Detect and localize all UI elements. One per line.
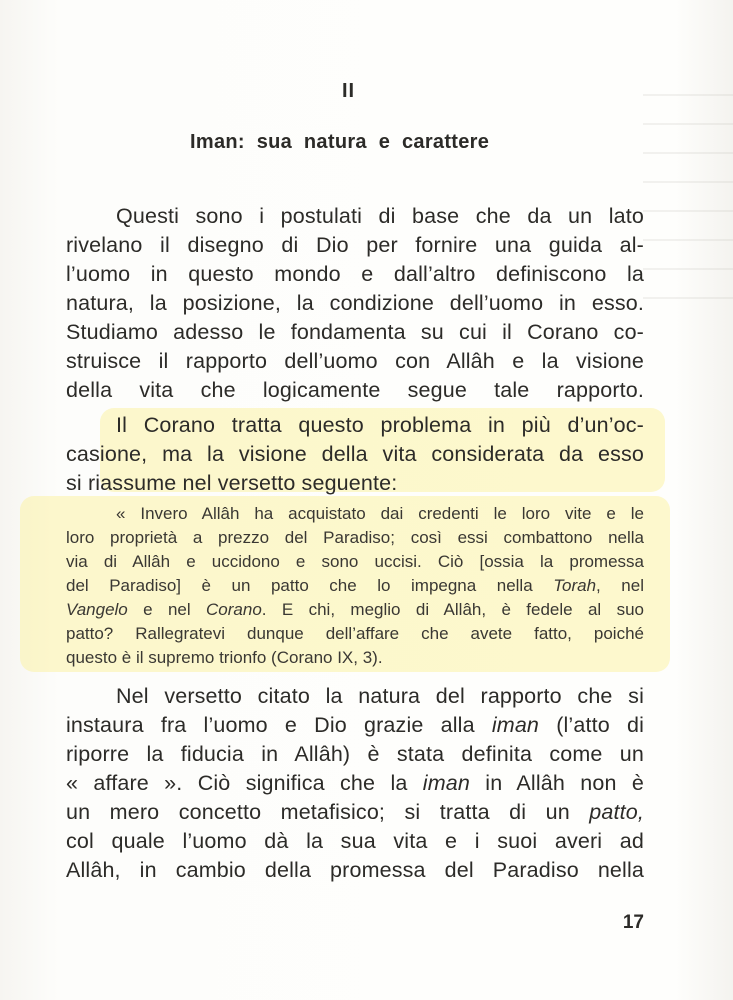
quote-line	[66, 599, 644, 621]
paragraph1-line: Studiamo adesso le fondamenta su cui il Corano co-	[66, 320, 644, 344]
quote-text: e nel	[127, 600, 207, 619]
quote-text: , nel	[596, 576, 644, 595]
quote-italic-text: Torah	[553, 576, 597, 595]
quote-line	[66, 575, 644, 597]
quote-line: via di Allâh e uccidono e sono uccisi. Ciò [ossia la promessa	[66, 552, 644, 571]
paragraph2-line: casione, ma la visione della vita considerata da esso	[66, 442, 644, 466]
paragraph3-italic-text: patto,	[589, 800, 644, 824]
quote-italic-text: Vangelo	[66, 600, 128, 619]
quote-line: patto? Rallegratevi dunque dell’affare che avete fatto, poiché	[66, 624, 644, 643]
paragraph1-line: l’uomo in questo mondo e dall’altro definiscono la	[66, 262, 644, 286]
paragraph3-line: Nel versetto citato la natura del rapporto che si	[116, 684, 644, 708]
quote-text: . E chi, meglio di Allâh, è fedele al suo	[261, 600, 644, 619]
paragraph3-text: (l’atto di	[539, 713, 645, 737]
quote-line: questo è il supremo trionfo (Corano IX, 3).	[66, 648, 383, 667]
paragraph2-line: Il Corano tratta questo problema in più d’un’oc-	[116, 413, 644, 437]
paragraph3-text: un mero concetto metafisico; si tratta di un	[66, 800, 590, 824]
paragraph3-line	[66, 712, 644, 738]
paragraph3-italic-text: iman	[422, 771, 470, 795]
paragraph1-line: della vita che logicamente segue tale rapporto.	[66, 378, 644, 402]
paragraph3-text: instaura fra l’uomo e Dio grazie alla	[66, 713, 492, 737]
quote-text: del Paradiso] è un patto che lo impegna nella	[66, 576, 554, 595]
paragraph2-line: si riassume nel versetto seguente:	[66, 471, 398, 495]
quote-italic-text: Corano	[206, 600, 262, 619]
paragraph3-text: in Allâh non è	[469, 771, 644, 795]
paragraph1-line: Questi sono i postulati di base che da un lato	[116, 204, 644, 228]
paragraph1-line: struisce il rapporto dell’uomo con Allâh e la visione	[66, 349, 644, 373]
paragraph3-line	[66, 770, 644, 796]
page-number: 17	[622, 912, 644, 933]
paragraph3-line: col quale l’uomo dà la sua vita e i suoi averi ad	[66, 829, 644, 853]
paragraph3-italic-text: iman	[491, 713, 540, 737]
chapter-title: Iman: sua natura e carattere	[190, 131, 490, 153]
paragraph1-line: rivelano il disegno di Dio per fornire una guida al-	[66, 233, 644, 257]
paragraph3-text: « affare ». Ciò significa che la	[66, 771, 423, 795]
paragraph3-line	[66, 799, 644, 825]
paragraph3-line: riporre la fiducia in Allâh) è stata definita come un	[66, 742, 644, 766]
quote-line: loro proprietà a prezzo del Paradiso; così essi combattono nella	[66, 528, 644, 547]
chapter-number: II	[341, 80, 356, 102]
quote-line: « Invero Allâh ha acquistato dai credenti le loro vite e le	[116, 504, 644, 523]
paragraph3-line: Allâh, in cambio della promessa del Paradiso nella	[66, 858, 644, 882]
bleed-through-text	[643, 80, 733, 300]
paragraph1-line: natura, la posizione, la condizione dell’uomo in esso.	[66, 291, 644, 315]
